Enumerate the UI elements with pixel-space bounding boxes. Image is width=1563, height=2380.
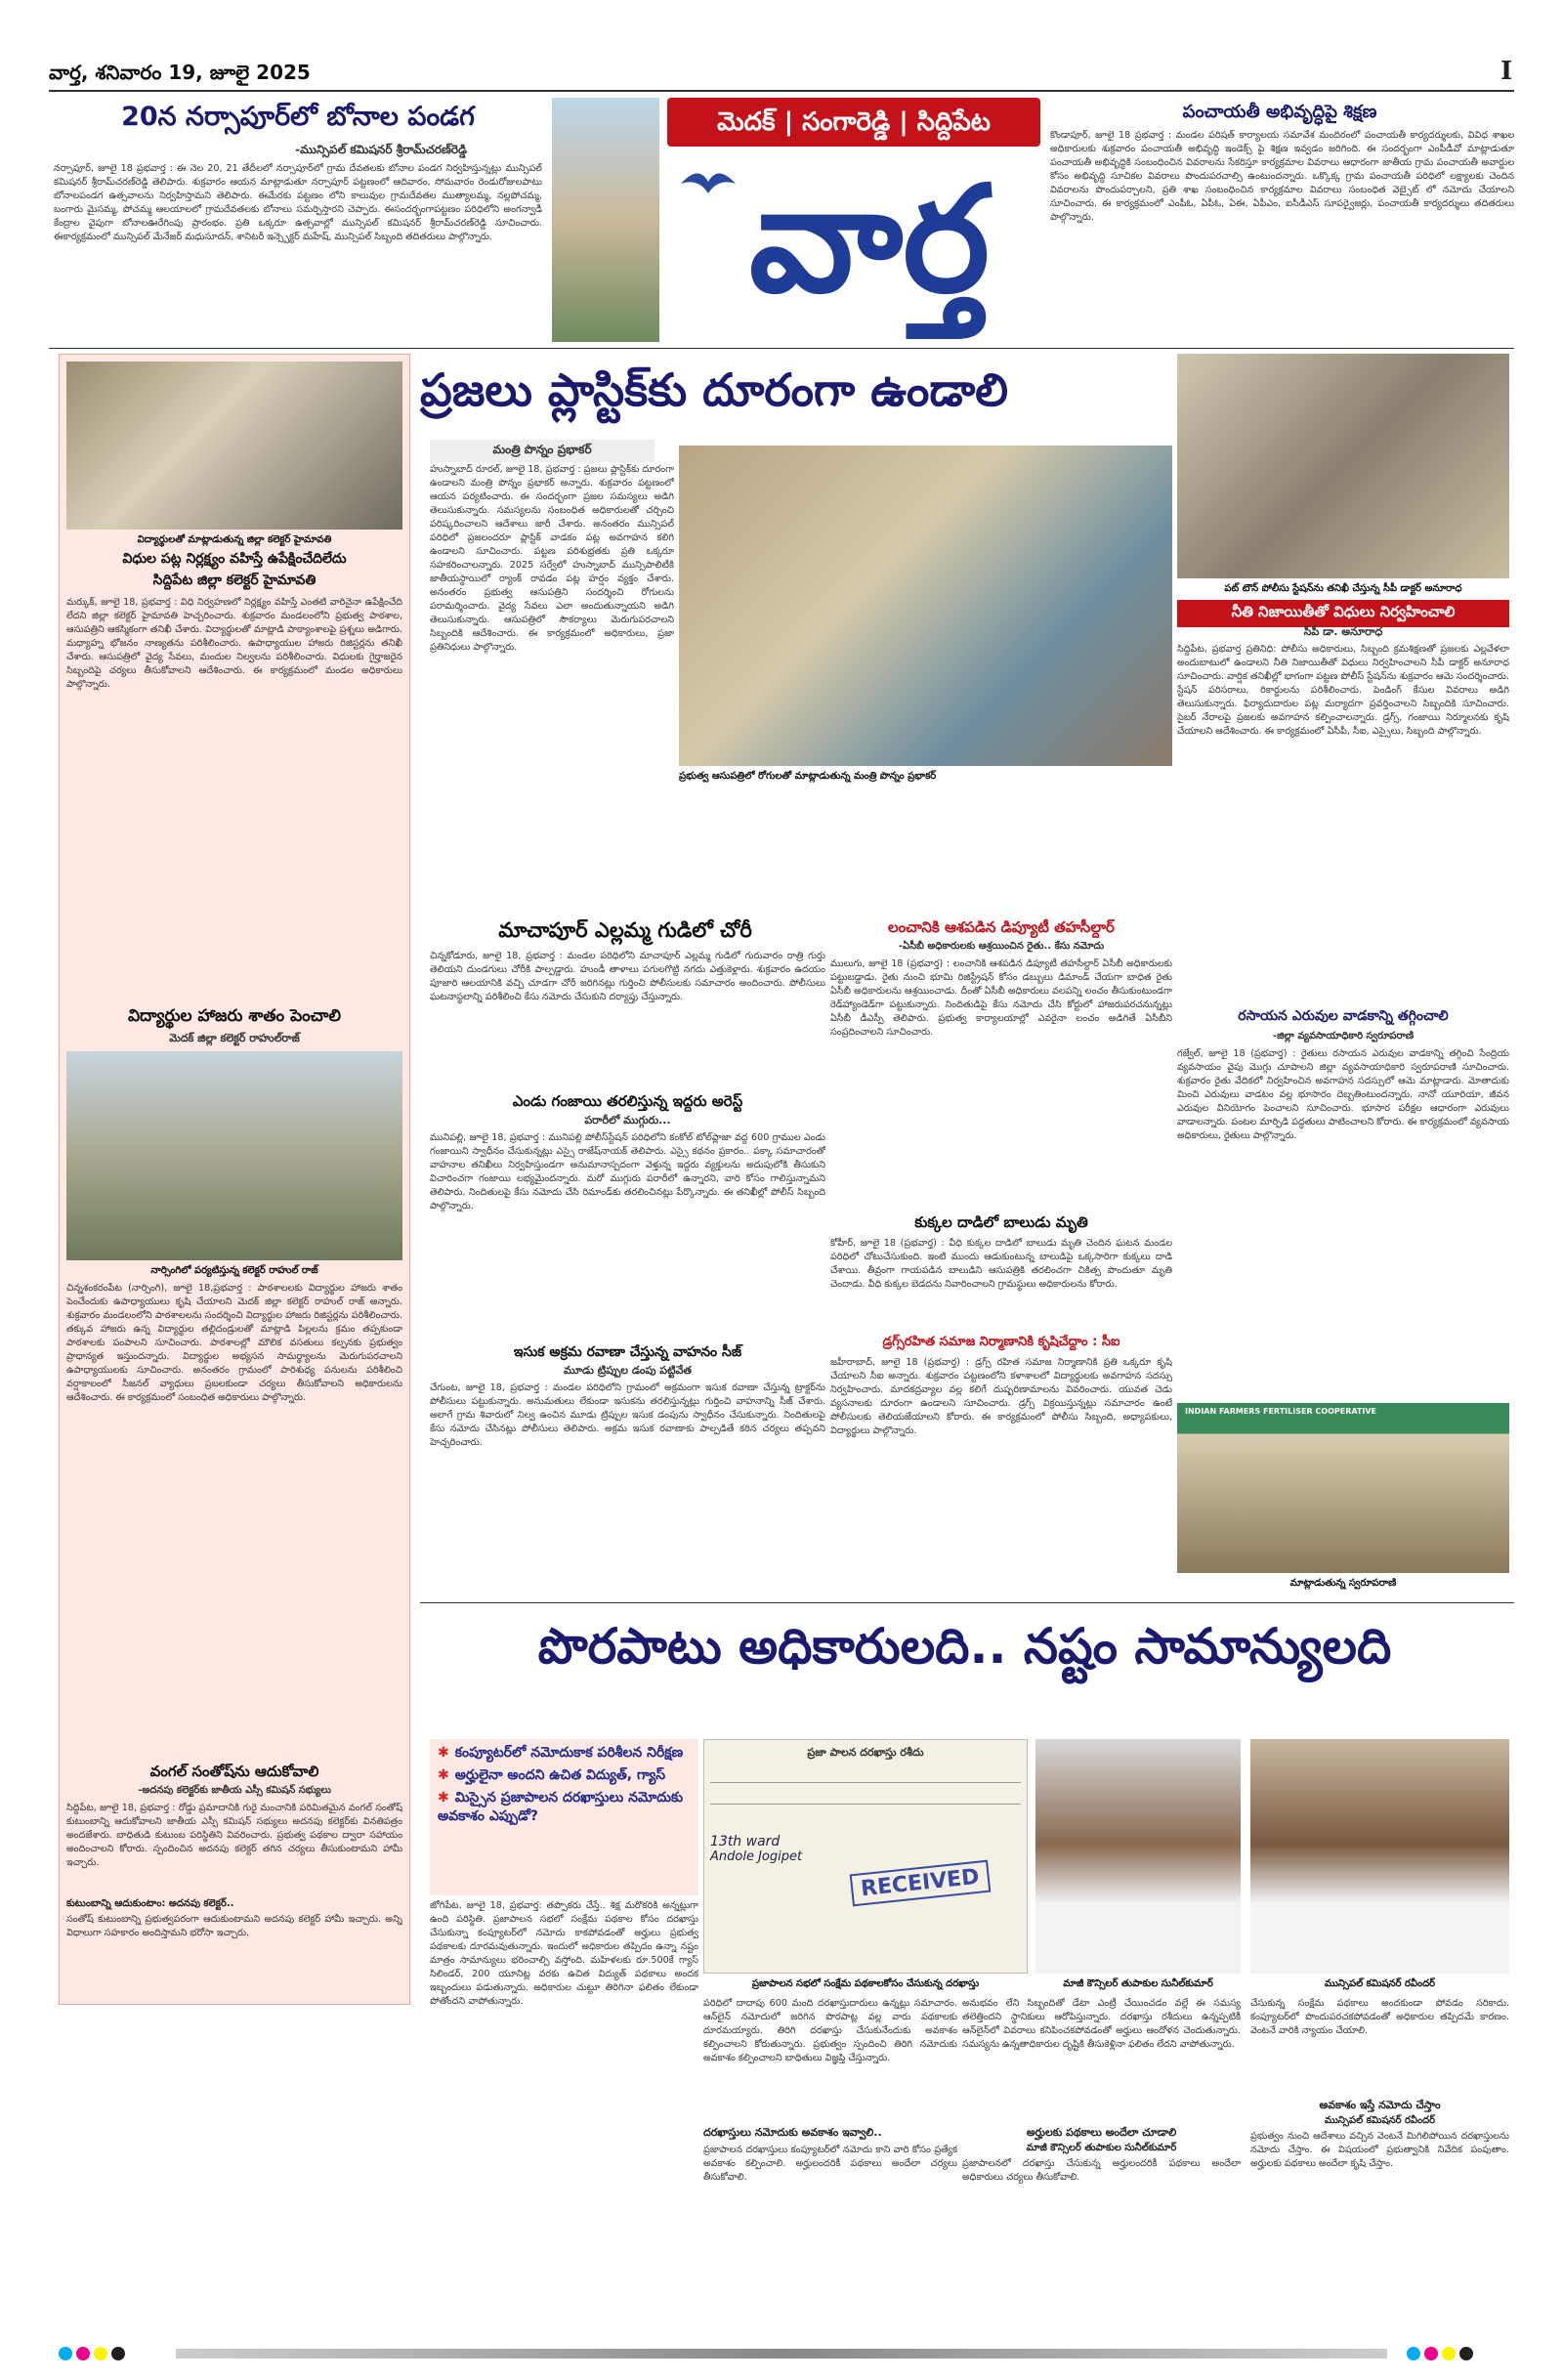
main-subhead3: అర్హులకు పథకాలు అందేలా చూడాలి xyxy=(1026,2126,1177,2139)
fertilizer-photo-caption: మాట్లాడుతున్న స్వరూపరాణి xyxy=(1289,1578,1397,1589)
main-bullet: ✱ మిస్సైన ప్రజాపాలన దరఖాస్తులు నమోదుకు అవకాశం ఎప్పుడో? xyxy=(438,1790,684,1824)
date-line: వార్త, శనివారం 19, జూలై 2025 xyxy=(49,61,311,84)
police-photo-caption: పట్ టౌన్ పోలీసు స్టేషన్‌ను తనిఖీ చేస్తున్న సీపీ డాక్టర్ అనూరాధ xyxy=(1224,583,1462,594)
main-bullets xyxy=(430,1739,698,1895)
registration-dot xyxy=(76,2347,90,2360)
vangal-subhead: కుటుంబాన్ని ఆదుకుంటాం: అదనపు కలెక్టర్.. xyxy=(66,1898,234,1909)
dog-body: కోహీర్, జూలై 18 (ప్రభవార్త) : వీధి కుక్కల దాడిలో బాలుడు మృతి చెందిన ఘటన మండల పరిధిలో చోటుచేసుకుంది. ఇంటి ముందు ఆడుకుంటున్న బాలుడిపై ఒక్కసారిగా కుక్కలు దాడి చేశాయి. తీవ్రంగా గాయపడిన బాలుడిని ఆసుపత్రికి తరలించగా చికిత్స పొందుతూ మృతి చెందాడు. వీధి కుక్కల బెడదను నివారించాలని గ్రామస్థులు అధికారులను కోరారు. xyxy=(830,1238,1172,1290)
page-number: I xyxy=(1500,57,1513,86)
plastic-photo xyxy=(679,446,1172,766)
main-subhead4: అవకాశం ఇస్తే నమోదు చేస్తాం xyxy=(1319,2099,1441,2111)
vangal-body: సిద్దిపేట, జూలై 18, ప్రభవార్త : రోడ్డు ప్రమాదానికి గురై మంచానికి పరిమితమైన వంగల్ సంతోష్ కుటుంబాన్ని ఆదుకోవాలని జాతీయ ఎస్సీ కమిషన్ సభ్యులు అదనపు కలెక్టర్‌కు వినతిపత్రం అందజేశారు. బాధితుడి కుటుంబ పరిస్థితిని వివరించారు. ప్రభుత్వ పథకాల ద్వారా సహాయం అందించాలని కోరారు. స్పందించిన అదనపు కలెక్టర్ తగిన చర్యలు తీసుకుంటామని హామీ ఇచ్చారు. xyxy=(66,1803,402,1868)
ganja-body: మునిపల్లి, జూలై 18, ప్రభవార్త : మునిపల్లి పోలీస్‌స్టేషన్ పరిధిలోని కంకోల్ టోల్‌ప్లాజా వద్ద 600 గ్రాముల ఎండు గంజాయిని స్వాధీనం చేసుకున్నట్లు ఎస్సై రాజేష్‌నాయక్ తెలిపారు. ఎస్సై కథనం ప్రకారం.. పక్కా సమాచారంతో వాహనాల తనిఖీలు నిర్వహిస్తుండగా అనుమానాస్పదంగా వెళ్తున్న ఇద్దరు వ్యక్తులను అదుపులోకి తీసుకుని విచారించగా గంజాయి లభ్యమైందన్నారు. మరో ముగ్గురు పరారీలో ఉన్నారని, వారి కోసం గాలిస్తున్నామని తెలిపారు. నిందితులపై కేసు నమోదు చేసి రిమాండ్‌కు తరలించినట్లు పేర్కొన్నారు. ఈ తనిఖీల్లో పోలీస్ సిబ్బంది పాల్గొన్నారు. xyxy=(430,1132,825,1211)
attendance-body: చిన్నశంకరంపేట (నార్సింగి), జూలై 18,ప్రభవార్త : పాఠశాలలకు విద్యార్థుల హాజరు శాతం పెంచేందుకు ఉపాధ్యాయులు కృషి చేయాలని మెదక్ జిల్లా కలెక్టర్ రాహుల్ రాజ్ అన్నారు. శుక్రవారం మండలంలోని పాఠశాలలను సందర్శించి విద్యార్థుల హాజరు రిజిస్టర్లను పరిశీలించారు. తక్కువ హాజరు ఉన్న విద్యార్థుల తల్లిదండ్రులతో మాట్లాడి పిల్లలను క్రమం తప్పకుండా పాఠశాలకు పంపాలని సూచించారు. పాఠశాలల్లో మౌలిక వసతులు కల్పనకు ప్రభుత్వం ప్రాధాన్యత ఇస్తుందన్నారు. విద్యార్థుల అభ్యసన సామర్థ్యాలను మెరుగుపరచాలని ఉపాధ్యాయులకు సూచించారు. అనంతరం గ్రామంలో పారిశుధ్య పనులను పరిశీలించి వర్షాకాలంలో సీజనల్ వ్యాధులు ప్రబలకుండా చర్యలు తీసుకోవాలని అధికారులను ఆదేశించారు. ఈ కార్యక్రమంలో సంబంధిత అధికారులు పాల్గొన్నారు. xyxy=(66,1283,402,1403)
registration-dot xyxy=(59,2347,72,2360)
main-col3: అనుభవం లేని సిబ్బందితో డేటా ఎంట్రీ చేయించడం వల్లే ఈ సమస్య తలెత్తిందని స్థానికులు ఆరోపిస్తున్నారు. దరఖాస్తు రశీదులు ఉన్నప్పటికీ ఆన్‌లైన్‌లో వివరాలు కనిపించకపోవడంతో అర్హులు ఆందోళన చెందుతున్నారు. సమస్యను ఉన్నతాధికారుల దృష్టికి తీసుకెళ్లినా ఫలితం లేదని వాపోతున్నారు. xyxy=(962,1998,1241,2050)
main-subhead3b: మాజీ కౌన్సిలర్ తుపాకుల సునీల్‌కుమార్ xyxy=(1026,2143,1177,2153)
receipt-caption: ప్రజాపాలన సభలో సంక్షేమ పథకాలకోసం చేసుకున్న దరఖాస్తు xyxy=(751,1978,980,1989)
bribe-byline: -ఏసీబీ అధికారులకు ఆశ్రయించిన రైతు.. కేసు నమోదు xyxy=(898,941,1105,952)
masthead-photo xyxy=(552,98,659,342)
police-byline: సీపీ డా. అనూరాధ xyxy=(1303,625,1383,638)
panchayat-body: కొండాపూర్, జూలై 18 ప్రభవార్త : మండల పరిషత్ కార్యాలయ సమావేశ మందిరంలో పంచాయతీ కార్యదర్శులకు, వివిధ శాఖల అధికారులకు శుక్రవారం పంచాయతీ అభివృద్ధి ఇండెక్స్ పై శిక్షణ ఇవ్వడం జరిగింది. ఈ సందర్భంగా ఎంపీడీవో మాట్లాడుతూ పంచాయతీ అభివృద్ధికి సంబంధించిన వివరాలను సేకరిస్తూ కార్యక్రమాల వివరాలు ఆధారంగా జాతీయ గ్రామ పంచాయతీ అవార్డుల కోసం అభివృద్ధి సూచికల వివరాలు పొందుపరచాల్సి ఉంటుందన్నారు. ఒక్కొక్క గ్రామ పంచాయతీ పరిధిలో లక్ష్యాలకు చెందిన వివరాలను పొందుపర్చాలని, ప్రతి శాఖ సంబంధించిన కార్యక్రమాల వివరాలు సంబంధిత వెబ్సైట్ లో నమోదు చేయాలని సూచించారు. ఈ కార్యక్రమంలో ఎంపీఓ, ఏపీఓ, ఏఈ, ఏపీఎం, ఐసీడీఎస్ సూపర్వైజర్లు, పంచాయతీ కార్యదర్శులు తదితరులు పాల్గొన్నారు. xyxy=(1050,130,1514,223)
commissioner-caption: మున్సిపల్ కమిషనర్ రవీందర్ xyxy=(1324,1978,1436,1989)
receipt-heading: ప్రజా పాలన దరఖాస్తు రశీదు xyxy=(807,1746,924,1759)
fertilizer-headline: రసాయన ఎరువుల వాడకాన్ని తగ్గించాలి xyxy=(1238,1008,1449,1024)
panchayat-headline: పంచాయతీ అభివృద్ధిపై శిక్షణ xyxy=(1182,102,1377,122)
bonalu-body: నర్సాపూర్, జూలై 18 ప్రభవార్త : ఈ నెల 20, 21 తేదీలలో నర్సాపూర్‌లో గ్రామ దేవతలకు బోనాల పండగ నిర్వహిస్తున్నట్లు మున్సిపల్ కమిషనర్ శ్రీరామ్‌చరణ్‌రెడ్డి తెలిపారు. శుక్రవారం ఆయన మాట్లాడుతూ నర్సాపూర్ పట్టణంలో ఆదివారం, సోమవారం రెండురోజులపాటు బోనాలపండగ ఉత్సవాలను నిర్వహిస్తామని తెలిపారు. ఈమేరకు పట్టణం లోని కాలువుల గ్రామదేవతల ముత్యాలమ్మ, నల్లపోచమ్మ, బంగారు మైసమ్మ, పోచమ్మ ఆలయాలలో గ్రామదేవతలకు బోనాలు సమర్పిస్తారని చెప్పారు. ఈసందర్భంగాపట్టణం పరిధిలోని అంగన్వాడీ కేంద్రాల వైపుగా బోనాలఊరేగింపు ప్రారంభం. ప్రతి ఒక్కరూ ఉత్సవాల్లో మున్సిపల్ కమిషనర్ శ్రీరామ్‌చరణ్‌రెడ్డి సూచించారు. ఈకార్యక్రమంలో మున్సిపల్ మేనేజర్ మధుసూదన్, శానిటరీ ఇన్స్పెక్టర్ మహేష్, మున్సిపల్ సిబ్బంది తదితరులు పాల్గొన్నారు. xyxy=(54,163,542,242)
main-col4: చేసుకున్న సంక్షేమ పథకాలు అందకుండా పోవడం సరికాదు. కంప్యూటర్‌లో పొందుపరచకపోవడంతో అధికారుల తప్పిదమే కారణం. వెంటనే వారికి న్యాయం చేయాలి. xyxy=(1250,1998,1509,2036)
attendance-photo xyxy=(66,1051,402,1260)
bribe-headline: లంచానికి ఆశపడిన డిప్యూటీ తహసీల్దార్ xyxy=(888,918,1115,936)
councillor-caption: మాజీ కౌన్సిలర్ తుపాకుల సునీల్‌కుమార్ xyxy=(1063,1978,1213,1989)
main-subhead2: దరఖాస్తులు నమోదుకు అవకాశం ఇవ్వాలి.. xyxy=(703,2126,882,2139)
main-headline: పొరపాటు అధికారులది.. నష్టం సామాన్యులది xyxy=(537,1618,1392,1675)
registration-dot xyxy=(1442,2347,1456,2360)
main-bullet: ✱ అర్హులైనా అందని ఉచిత విద్యుత్, గ్యాస్ xyxy=(438,1767,666,1783)
collector-headline: విధుల పట్ల నిర్లక్ష్యం వహిస్తే ఉపేక్షించేదిలేదు xyxy=(122,551,347,567)
police-photo xyxy=(1177,354,1509,578)
main-col2: పరిధిలో దాదాపు 600 మంది దరఖాస్తుదారులు ఉన్నట్లు సమాచారం. ఆన్‌లైన్ నమోదులో జరిగిన పొరపాట్ల వల్ల వారు పథకాలకు దూరమయ్యారు. తిరిగి దరఖాస్తు చేసుకునేందుకు అవకాశం కల్పించాలని కోరుతున్నారు. ప్రభుత్వం స్పందించి తిరిగి నమోదుకు అవకాశం కల్పించాలని బాధితులు విజ్ఞప్తి చేస్తున్నారు. xyxy=(703,1998,957,2063)
fertilizer-byline: -జిల్లా వ్యవసాయాధికారి స్వరూపరాణి xyxy=(1272,1031,1415,1041)
main-col1: జోగిపేట, జూలై 18, ప్రభవార్త: తప్పొకరు చేస్తే.. శిక్ష మరొకరికి అన్నట్లుగా ఉంది పరిస్థితి. ప్రజాపాలన సభలో సంక్షేమ పథకాల కోసం దరఖాస్తు చేసుకున్నా కంప్యూటర్‌లో నమోదు కాకపోవడంతో అర్హులు ప్రభుత్వ పథకాలకు దూరమవుతున్నారు. ఇందులో అధికారుల తప్పిదం ఉన్నా నష్టం మాత్రం సామాన్యులు భరించాల్సి వస్తోంది. మహిళలకు రూ.500కే గ్యాస్ సిలిండర్, 200 యూనిట్ల వరకు ఉచిత విద్యుత్ పథకాలు అందక ఇబ్బందులు పడుతున్నారు. అధికారుల చుట్టూ తిరిగినా ఫలితం లేకుండా పోతోందని వాపోతున్నారు. xyxy=(430,1900,698,2007)
registration-dot xyxy=(1424,2347,1438,2360)
commissioner-photo xyxy=(1250,1739,1509,1974)
main-subhead4b: మున్సిపల్ కమిషనర్ రవీందర్ xyxy=(1324,2115,1436,2126)
registration-dot xyxy=(94,2347,107,2360)
dog-headline: కుక్కల దాడిలో బాలుడు మృతి xyxy=(914,1213,1088,1231)
collector-photo xyxy=(66,361,402,530)
plastic-byline: మంత్రి పొన్నం ప్రభాకర్ xyxy=(430,440,655,462)
main-col2b: ప్రజాపాలన దరఖాస్తులు కంప్యూటర్‌లో నమోదు కాని వారి కోసం ప్రత్యేక అవకాశం కల్పించాలి. అర్హులందరికీ పథకాలు అందేలా చర్యలు తీసుకోవాలి. xyxy=(703,2145,957,2183)
main-bullet: ✱ కంప్యూటర్‌లో నమోదుకాక పరిశీలన నిరీక్షణ xyxy=(438,1745,684,1761)
main-col3b: ప్రజాపాలనలో దరఖాస్తు చేసుకున్న అర్హులందరికీ పథకాలు అందేలా అధికారులు చర్యలు తీసుకోవాలి. xyxy=(962,2158,1241,2183)
fertilizer-photo-banner: INDIAN FARMERS FERTILISER COOPERATIVE xyxy=(1185,1407,1377,1416)
bribe-body: ములుగు, జూలై 18 (ప్రభవార్త) : లంచానికి ఆశపడిన డిప్యూటీ తహసీల్దార్ ఏసీబీ అధికారులకు పట్టుబడ్డాడు. రైతు నుంచి భూమి రిజిస్ట్రేషన్ కోసం డబ్బులు డిమాండ్ చేయగా బాధిత రైతు ఏసీబీ అధికారులను ఆశ్రయించాడు. దీంతో ఏసీబీ అధికారులు వలపన్ని లంచం తీసుకుంటుండగా రెడ్‌హ్యాండెడ్‌గా పట్టుకున్నారు. నిందితుడిపై కేసు నమోదు చేసి కోర్టులో హాజరుపరచనున్నట్లు ఏసీబీ డీఎస్పీ తెలిపారు. ప్రభుత్వ కార్యాలయాల్లో ఎవరైనా లంచం అడిగితే ఏసీబీని సంప్రదించాలని సూచించారు. xyxy=(830,958,1172,1038)
collector-byline: సిద్దిపేట జిల్లా కలెక్టర్ హైమావతి xyxy=(152,573,317,588)
theft-body: చిన్నకోడూరు, జూలై 18, ప్రభవార్త : మండల పరిధిలోని మాచాపూర్ ఎల్లమ్మ గుడిలో గురువారం రాత్రి గుర్తు తెలియని దుండగులు చోరీకి పాల్పడ్డారు. హుండీ తాళాలు పగులగొట్టి నగదు ఎత్తుకెళ్లారు. శుక్రవారం ఉదయం పూజారి ఆలయానికి వచ్చి చూడగా చోరీ జరిగినట్లు గుర్తించి పోలీసులకు సమాచారం అందించారు. పోలీసులు ఘటనాస్థలాన్ని పరిశీలించి కేసు నమోదు చేసుకుని దర్యాప్తు చేస్తున్నారు. xyxy=(430,951,825,1002)
ganja-headline: ఎండు గంజాయి తరలిస్తున్న ఇద్దరు అరెస్ట్ xyxy=(512,1092,743,1110)
police-body: సిద్దిపేట, ప్రభవార్త ప్రతినిధి: పోలీసు అధికారులు, సిబ్బంది క్రమశిక్షణతో ప్రజలకు ఎల్లవేళలా అందుబాటులో ఉండాలని నీతి నిజాయితీతో విధులు నిర్వహించాలని సీపీ డాక్టర్ అనూరాధ సూచించారు. వార్షిక తనిఖీల్లో భాగంగా పట్టణ పోలీస్ స్టేషన్‌ను శుక్రవారం ఆమె సందర్శించారు. స్టేషన్ పరిసరాలు, రికార్డులను పరిశీలించారు. పెండింగ్ కేసుల వివరాలు అడిగి తెలుసుకున్నారు. ఫిర్యాదుదారుల పట్ల మర్యాదగా ప్రవర్తించాలని సిబ్బందికి సూచించారు. సైబర్ నేరాలపై ప్రజలకు అవగాహన కల్పించాలన్నారు. డ్రగ్స్, గంజాయి నిర్మూలనకు కృషి చేయాలని ఆదేశించారు. ఈ కార్యక్రమంలో ఏసీపీ, సీఐ, ఎస్సైలు, సిబ్బంది పాల్గొన్నారు. xyxy=(1177,644,1509,737)
fertilizer-photo xyxy=(1177,1403,1509,1573)
vangal-body2: సంతోష్ కుటుంబాన్ని ప్రభుత్వపరంగా ఆదుకుంటామని అదనపు కలెక్టర్ హామీ ఇచ్చారు. అన్ని విధాలుగా సహకారం అందిస్తామని భరోసా ఇచ్చారు. xyxy=(66,1914,402,1938)
collector-photo-caption: విద్యార్థులతో మాట్లాడుతున్న జిల్లా కలెక్టర్ హైమావతి xyxy=(137,534,332,545)
plastic-photo-caption: ప్రభుత్వ ఆసుపత్రిలో రోగులతో మాట్లాడుతున్న మంత్రి పొన్నం ప్రభాకర్ xyxy=(679,771,937,782)
registration-dot xyxy=(1459,2347,1473,2360)
region-banner: మెదక్ | సంగారెడ్డి | సిద్దిపేట xyxy=(667,98,1040,147)
receipt-ward: 13th ward xyxy=(710,1834,781,1849)
drug-headline: డ్రగ్స్‌రహిత సమాజ నిర్మాణానికి కృషిచేద్దాం : సీఐ xyxy=(882,1335,1120,1349)
attendance-byline: మెదక్ జిల్లా కలెక్టర్ రాహుల్‌రాజ్ xyxy=(169,1032,300,1044)
sand-body: చేగుంట, జూలై 18, ప్రభవార్త : మండల పరిధిలోని గ్రామంలో అక్రమంగా ఇసుక రవాణా చేస్తున్న ట్రాక్టర్‌ను పోలీసులు పట్టుకున్నారు. అనుమతులు లేకుండా ఇసుకను తరలిస్తున్నట్లు గుర్తించి వాహనాన్ని సీజ్ చేశారు. అలాగే గ్రామ శివారులో నిల్వ ఉంచిన మూడు ట్రిప్పుల ఇసుక డంపును స్వాధీనం చేసుకున్నారు. నిందితులపై కేసు నమోదు చేసినట్లు పోలీసులు తెలిపారు. అక్రమ ఇసుక రవాణాకు పాల్పడితే కఠిన చర్యలు తప్పవని హెచ్చరించారు. xyxy=(430,1382,825,1448)
plastic-headline: ప్రజలు ప్లాస్టిక్‌కు దూరంగా ఉండాలి xyxy=(420,363,1008,416)
drug-body: జహీరాబాద్, జూలై 18 (ప్రభవార్త) : డ్రగ్స్ రహిత సమాజ నిర్మాణానికి ప్రతి ఒక్కరూ కృషి చేయాలని సీఐ అన్నారు. శుక్రవారం పట్టణంలోని కళాశాలలో విద్యార్థులకు అవగాహన సదస్సు నిర్వహించారు. మాదకద్రవ్యాల వల్ల కలిగే దుష్పరిణామాలను వివరించారు. యువత చెడు వ్యసనాలకు దూరంగా ఉండాలని సూచించారు. డ్రగ్స్ విక్రయిస్తున్నట్లు సమాచారం ఉంటే పోలీసులకు తెలియజేయాలని కోరారు. ఈ కార్యక్రమంలో పోలీసు సిబ్బంది, అధ్యాపకులు, విద్యార్థులు పాల్గొన్నారు. xyxy=(830,1357,1172,1436)
footer-color-dots-right xyxy=(1407,2347,1473,2360)
bonalu-byline: -మున్సిపల్ కమిషనర్ శ్రీరామ్‌చరణ్‌రెడ్డి xyxy=(295,143,467,156)
receipt-photo xyxy=(703,1739,1028,1974)
masthead-logo-block xyxy=(552,98,1040,342)
ganja-byline: పరారీలో ముగ్గురు... xyxy=(584,1114,671,1126)
councillor-photo xyxy=(1035,1739,1241,1974)
main-col4b: ప్రభుత్వం నుంచి ఆదేశాలు వచ్చిన వెంటనే మిగిలిపోయిన దరఖాస్తులను నమోదు చేస్తాం. ఈ విషయంలో ప్రభుత్వానికి నివేదిక పంపుతాం. అర్హులకు పథకాలు అందేలా కృషి చేస్తాం. xyxy=(1250,2131,1509,2169)
fertilizer-body: గజ్వేల్, జూలై 18 (ప్రభవార్త) : రైతులు రసాయన ఎరువుల వాడకాన్ని తగ్గించి సేంద్రియ వ్యవసాయం వైపు మొగ్గు చూపాలని జిల్లా వ్యవసాయాధికారి స్వరూపరాణి సూచించారు. శుక్రవారం రైతు వేదికలో నిర్వహించిన అవగాహన సదస్సులో ఆమె మాట్లాడారు. మోతాదుకు మించి ఎరువులు వాడటం వల్ల భూసారం దెబ్బతింటుందన్నారు. నానో యూరియా, జీవన ఎరువుల వినియోగం పెంచాలని సూచించారు. భూసార పరీక్షల ఆధారంగా ఎరువులు వాడాలన్నారు. పంటల మార్పిడి పద్ధతులు పాటించాలని కోరారు. ఈ కార్యక్రమంలో వ్యవసాయ అధికారులు, రైతులు పాల్గొన్నారు. xyxy=(1177,1048,1509,1141)
sand-byline: మూడు ట్రిప్పుల డంపు పట్టివేత xyxy=(563,1364,692,1377)
footer-color-dots-left xyxy=(59,2347,125,2360)
theft-headline: మాచాపూర్ ఎల్లమ్మ గుడిలో చోరీ xyxy=(498,918,752,942)
plastic-body: హుస్నాబాద్ రూరల్, జూలై 18, ప్రభవార్త : ప్రజలు ప్లాస్టిక్‌కు దూరంగా ఉండాలని మంత్రి పొన్నం ప్రభాకర్ అన్నారు. శుక్రవారం పట్టణంలో ఆయన పర్యటించారు. ఈ సందర్భంగా ప్రజల సమస్యలు అడిగి తెలుసుకున్నారు. సమస్యలను సంబంధిత అధికారులతో చర్చించి పరిష్కరించాలని ఆదేశాలు జారీ చేశారు. అనంతరం మున్సిపల్ పరిధిలో ప్రజలందరూ ప్లాస్టిక్ వాడకం పట్ల అవగాహన కలిగి ఉండాలని సూచించారు. పట్టణ పరిశుభ్రతకు ప్రతి ఒక్కరూ సహకరించాలన్నారు. 2025 సర్వేలో హుస్నాబాద్ మున్సిపాలిటీకి జాతీయస్థాయిలో ర్యాంక్ రావడం పట్ల హర్షం వ్యక్తం చేశారు. అనంతరం ప్రభుత్వ ఆసుపత్రిని సందర్శించి రోగులను పరామర్శించారు. వైద్య సేవలు ఎలా అందుతున్నాయని అడిగి తెలుసుకున్నారు. ఆసుపత్రిలో సౌకర్యాలు మెరుగుపరచాలని సిబ్బందికి ఆదేశించారు. ఈ కార్యక్రమంలో అధికారులు, ప్రజా ప్రతినిధులు పాల్గొన్నారు. xyxy=(430,464,674,653)
attendance-headline: విద్యార్థుల హాజరు శాతం పెంచాలి xyxy=(127,1006,342,1026)
vangal-byline: -అదనపు కలెక్టర్‌కు జాతీయ ఎస్సీ కమిషన్ సభ్యులు xyxy=(138,1785,331,1796)
attendance-photo-caption: నార్సింగిలో పర్యటిస్తున్న కలెక్టర్ రాహుల్ రాజ్ xyxy=(150,1265,318,1276)
receipt-stamp: RECEIVED xyxy=(850,1860,991,1907)
police-headline: నీతి నిజాయితీతో విధులు నిర్వహించాలి xyxy=(1177,600,1509,627)
receipt-place: Andole Jogipet xyxy=(710,1849,803,1864)
registration-dot xyxy=(111,2347,125,2360)
registration-dot xyxy=(1407,2347,1420,2360)
sand-headline: ఇసుక అక్రమ రవాణా చేస్తున్న వాహనం సీజ్ xyxy=(513,1344,742,1360)
bonalu-headline: 20న నర్సాపూర్‌లో బోనాల పండగ xyxy=(121,102,475,132)
vangal-headline: వంగల్ సంతోష్‌ను ఆదుకోవాలి xyxy=(149,1763,319,1780)
footer-bar xyxy=(176,2349,1387,2359)
logo-text: వార్త xyxy=(748,153,991,325)
collector-body: మర్కుక్, జూలై 18, ప్రభవార్త : విధి నిర్వహణలో నిర్లక్ష్యం వహిస్తే ఎంతటి వారినైనా ఉపేక్షించేది లేదని జిల్లా కలెక్టర్ హైమావతి హెచ్చరించారు. శుక్రవారం మండలంలోని ప్రభుత్వ పాఠశాల, ఆసుపత్రిని ఆకస్మికంగా తనిఖీ చేశారు. విద్యార్థులతో మాట్లాడి పాఠ్యాంశాలపై ప్రశ్నలు అడిగారు. మధ్యాహ్న భోజనం నాణ్యతను పరిశీలించారు. ఉపాధ్యాయుల హాజరు రిజిస్టర్లను తనిఖీ చేశారు. ఆసుపత్రిలో వైద్య సేవలు, మందుల నిల్వలను పరిశీలించారు. విధులకు గైర్హాజరైన సిబ్బందిపై చర్యలు తీసుకోవాలని ఆదేశించారు. ఈ కార్యక్రమంలో మండల అధికారులు పాల్గొన్నారు. xyxy=(66,597,402,690)
